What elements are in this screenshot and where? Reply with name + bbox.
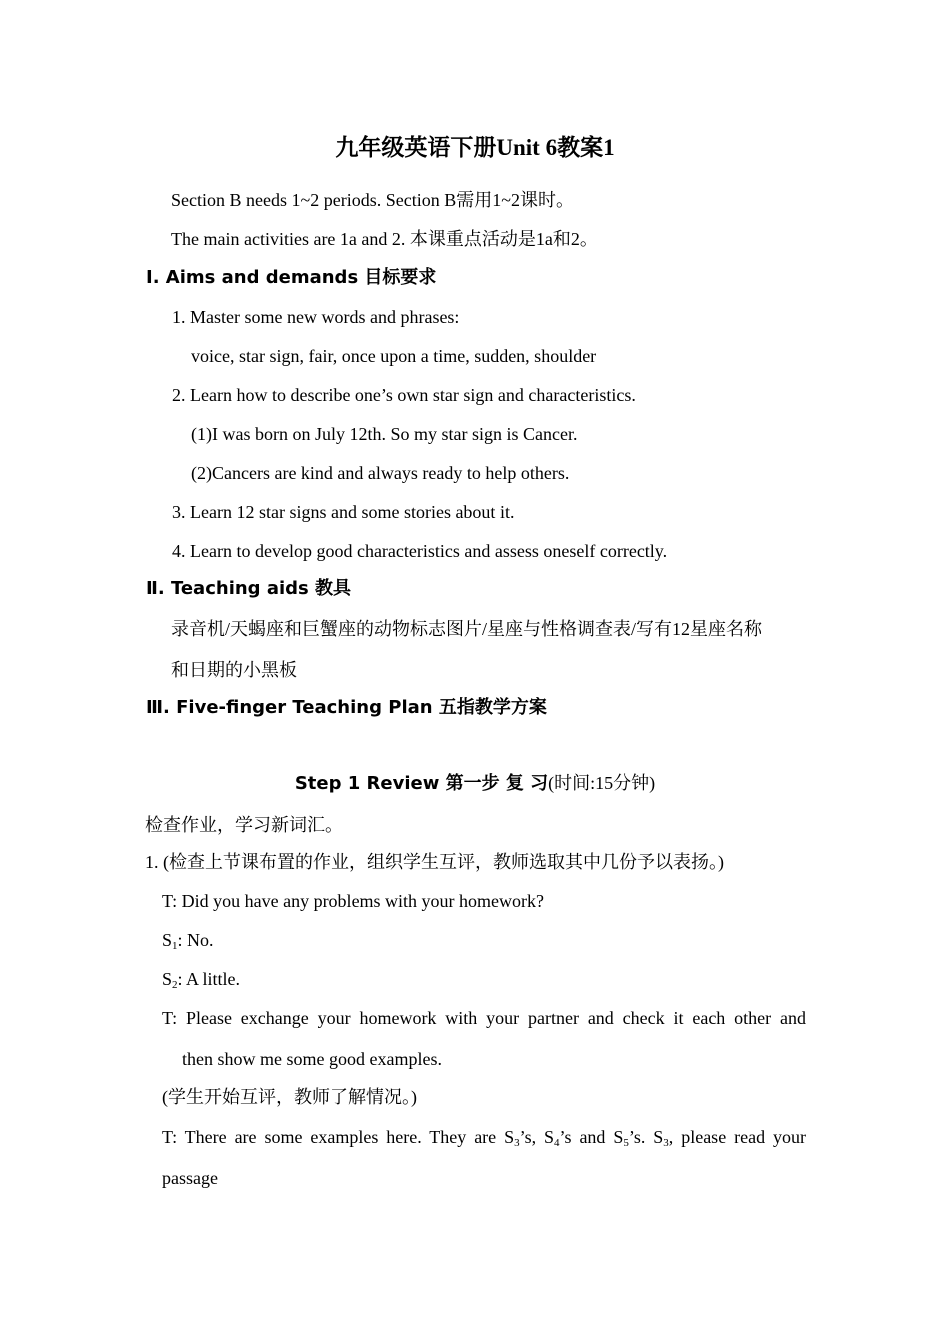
step-1-heading [0, 771, 950, 796]
step-1-time: (时间:15分钟) [548, 773, 656, 793]
dialogue-teacher-1: T: Did you have any problems with your homework? [162, 891, 545, 911]
intro-line-2: The main activities are 1a and 2. 本课重点活动是1a和2。 [171, 229, 598, 249]
aim-item-1-words: voice, star sign, fair, once upon a time, sudden, shoulder [191, 346, 597, 366]
stage-note: (学生开始互评，教师了解情况。) [162, 1087, 417, 1107]
dialogue-student-1: $S_1$: No. [162, 930, 214, 952]
aim-item-3: 3. Learn 12 star signs and some stories about it. [172, 502, 515, 522]
section-heading-teaching-plan: Ⅲ. Five-finger Teaching Plan 五指教学方案 [146, 697, 547, 718]
dialogue-teacher-2-line-1: T: Please exchange your homework with your partner and check it each other and [162, 1008, 806, 1028]
step-1-instruction: 1. (检查上节课布置的作业，组织学生互评，教师选取其中几份予以表扬。) [145, 852, 724, 872]
dialogue-teacher-3-line-2: passage [162, 1168, 218, 1188]
dialogue-teacher-3-line-1: T: There are some examples here. They are $S_3’s$, $S_4’s$ and $S_5’s$. $S_3$, please read your [162, 1127, 806, 1149]
teaching-aids-line-1: 录音机/天蝎座和巨蟹座的动物标志图片/星座与性格调查表/写有12星座名称 [171, 619, 762, 639]
aim-item-4: 4. Learn to develop good characteristics and assess oneself correctly. [172, 541, 668, 561]
section-heading-aims: Ⅰ. Aims and demands 目标要求 [146, 267, 437, 288]
dialogue-teacher-2-line-2: then show me some good examples. [182, 1049, 442, 1069]
intro-line-1: Section B needs 1~2 periods. Section B需用1~2课时。 [171, 190, 574, 210]
teaching-aids-line-2: 和日期的小黑板 [171, 660, 297, 680]
step-1-label: Step 1 Review 第一步 复 习 [294, 773, 549, 794]
aim-item-2: 2. Learn how to describe one’s own star sign and characteristics. [172, 385, 636, 405]
aim-item-2-example-1: (1)I was born on July 12th. So my star sign is Cancer. [191, 424, 578, 444]
section-heading-teaching-aids: Ⅱ. Teaching aids 教具 [146, 578, 352, 599]
dialogue-student-2: $S_2$: A little. [162, 969, 241, 991]
aim-item-2-example-2: (2)Cancers are kind and always ready to help others. [191, 463, 570, 483]
aim-item-1: 1. Master some new words and phrases: [172, 307, 460, 327]
step-1-summary: 检查作业，学习新词汇。 [145, 815, 343, 835]
document-title: 九年级英语下册Unit 6教案1 [335, 135, 615, 160]
